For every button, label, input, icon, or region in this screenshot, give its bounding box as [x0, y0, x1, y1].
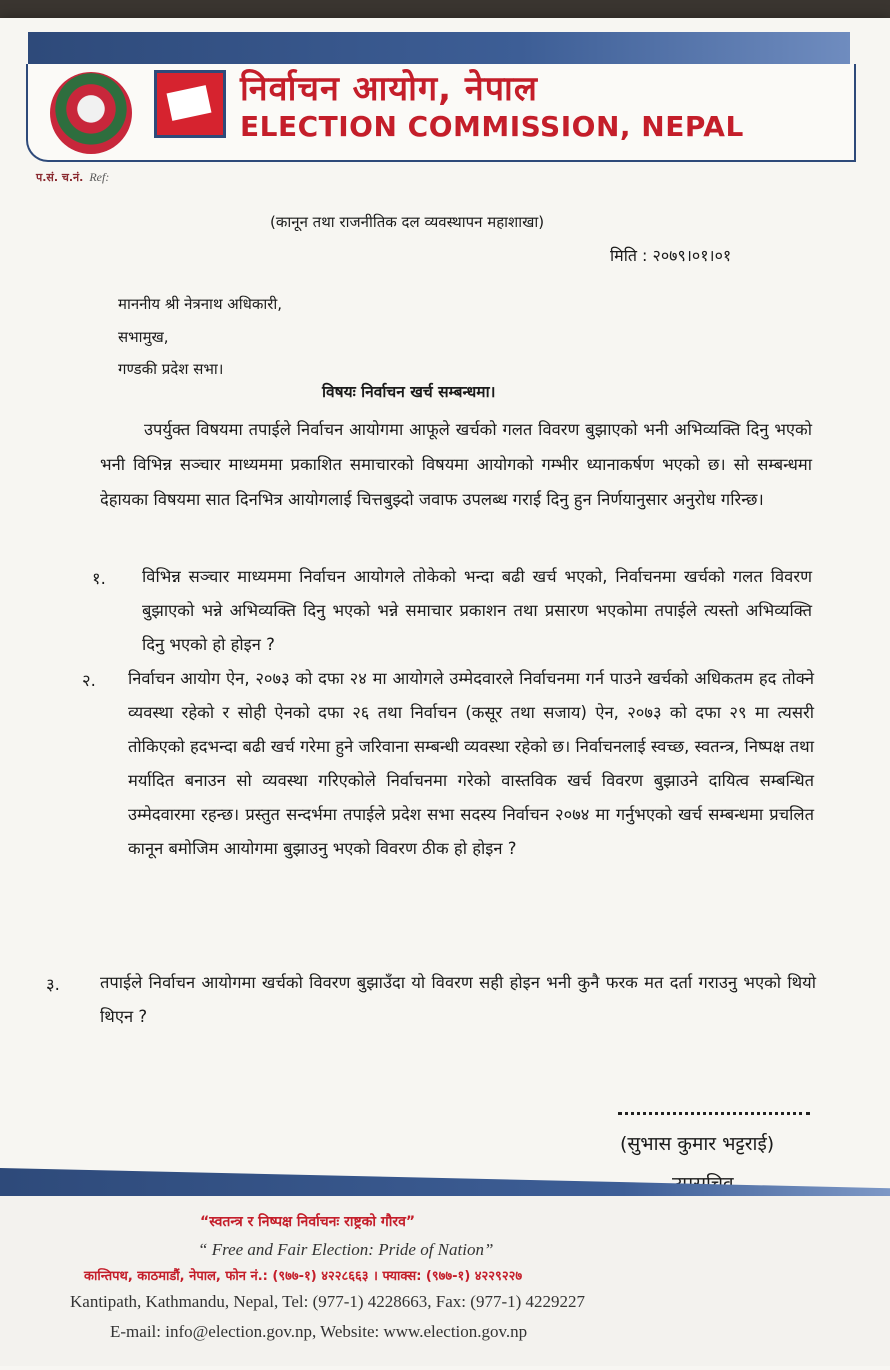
- numbered-item: निर्वाचन आयोग ऐन, २०७३ को दफा २४ मा आयोगले उम्मेदवारले निर्वाचनमा गर्न पाउने खर्चको अधिकतम हद तोक्ने व्यवस्था रहेको र सोही ऐनको दफा २६ तथा निर्वाचन (कसूर तथा सजाय) ऐन, २०७३ को दफा २९ मा त्यसरी तोकिएको हदभन्दा बढी खर्च गरेमा हुने जरिवाना सम्बन्धी व्यवस्था रहेको छ। निर्वाचनलाई स्वच्छ, स्वतन्त्र, निष्पक्ष तथा मर्यादित बनाउन सो व्यवस्था गरिएकोले निर्वाचनमा गरेको वास्तविक खर्च विवरण बुझाउने दायित्व सम्बन्धित उम्मेदवारमा रहन्छ। प्रस्तुत सन्दर्भमा तपाईले प्रदेश सभा सदस्य निर्वाचन २०७४ मा गर्नुभएको खर्च सम्बन्धमा प्रचलित कानून बमोजिम आयोगमा बुझाउनु भएको विवरण ठीक हो होइन ?: [128, 669, 814, 858]
- letter-date: मिति : २०७९।०१।०१: [610, 246, 732, 265]
- address-english: Kantipath, Kathmandu, Nepal, Tel: (977-1) 4228663, Fax: (977-1) 4229227: [70, 1292, 586, 1311]
- item-number: १.: [92, 569, 106, 588]
- intro-paragraph: उपर्युक्त विषयमा तपाईले निर्वाचन आयोगमा आफूले खर्चको गलत विवरण बुझाएको भनी अभिव्यक्ति दिनु भएको भनी विभिन्न सञ्चार माध्यममा प्रकाशित समाचारको विषयमा आयोगको गम्भीर ध्यानाकर्षण भएको छ। सो सम्बन्धमा देहायका विषयमा सात दिनभित्र आयोगलाई चित्तबुझ्दो जवाफ उपलब्ध गराई दिनु हुन निर्णयानुसार अनुरोध गरिन्छ।: [100, 420, 812, 509]
- numbered-item: विभिन्न सञ्चार माध्यममा निर्वाचन आयोगले तोकेको भन्दा बढी खर्च भएको, निर्वाचनमा खर्चको गलत विवरण बुझाएको भन्ने अभिव्यक्ति दिनु भएको भन्ने समाचार प्रकाशन तथा प्रसारण भएकोमा तपाईले त्यस्तो अभिव्यक्ति दिनु भएको हो होइन ?: [142, 567, 812, 654]
- address-nepali: कान्तिपथ, काठमाडौं, नेपाल, फोन नं.: (९७७-१) ४२२८६६३ । फ्याक्स: (९७७-१) ४२२९२२७: [84, 1269, 523, 1284]
- org-name-nepali: निर्वाचन आयोग, नेपाल: [240, 69, 538, 109]
- recipient-line: सभामुख,: [118, 328, 169, 346]
- ref-label-en: Ref:: [89, 170, 110, 184]
- letterhead: [26, 64, 856, 162]
- signatory-name: (सुभास कुमार भट्टराई): [620, 1133, 775, 1155]
- recipient-line: माननीय श्री नेत्रनाथ अधिकारी,: [118, 295, 283, 313]
- slogan-english: “ Free and Fair Election: Pride of Nation”: [198, 1240, 494, 1259]
- item-number: २.: [82, 671, 96, 690]
- ref-label-np: प.सं. च.नं.: [36, 171, 84, 184]
- numbered-item: तपाईले निर्वाचन आयोगमा खर्चको विवरण बुझाउँदा यो विवरण सही होइन भनी कुनै फरक मत दर्ता गराउनु भएको थियो थिएन ?: [100, 973, 816, 1026]
- election-commission-logo-icon: [154, 70, 226, 138]
- item-number: ३.: [46, 975, 60, 994]
- recipient-line: गण्डकी प्रदेश सभा।: [118, 360, 224, 378]
- reference-label: [36, 170, 109, 185]
- org-name-english: ELECTION COMMISSION, NEPAL: [240, 110, 744, 143]
- slogan-nepali: “स्वतन्त्र र निष्पक्ष निर्वाचनः राष्ट्रको गौरव”: [200, 1214, 416, 1230]
- department-heading: (कानून तथा राजनीतिक दल व्यवस्थापन महाशाखा): [270, 213, 545, 231]
- signature-line: [618, 1112, 810, 1115]
- nepal-emblem-icon: [50, 72, 132, 154]
- letter-subject: विषयः निर्वाचन खर्च सम्बन्धमा।: [322, 383, 496, 401]
- contact-line: E-mail: info@election.gov.np, Website: www.election.gov.np: [110, 1322, 528, 1341]
